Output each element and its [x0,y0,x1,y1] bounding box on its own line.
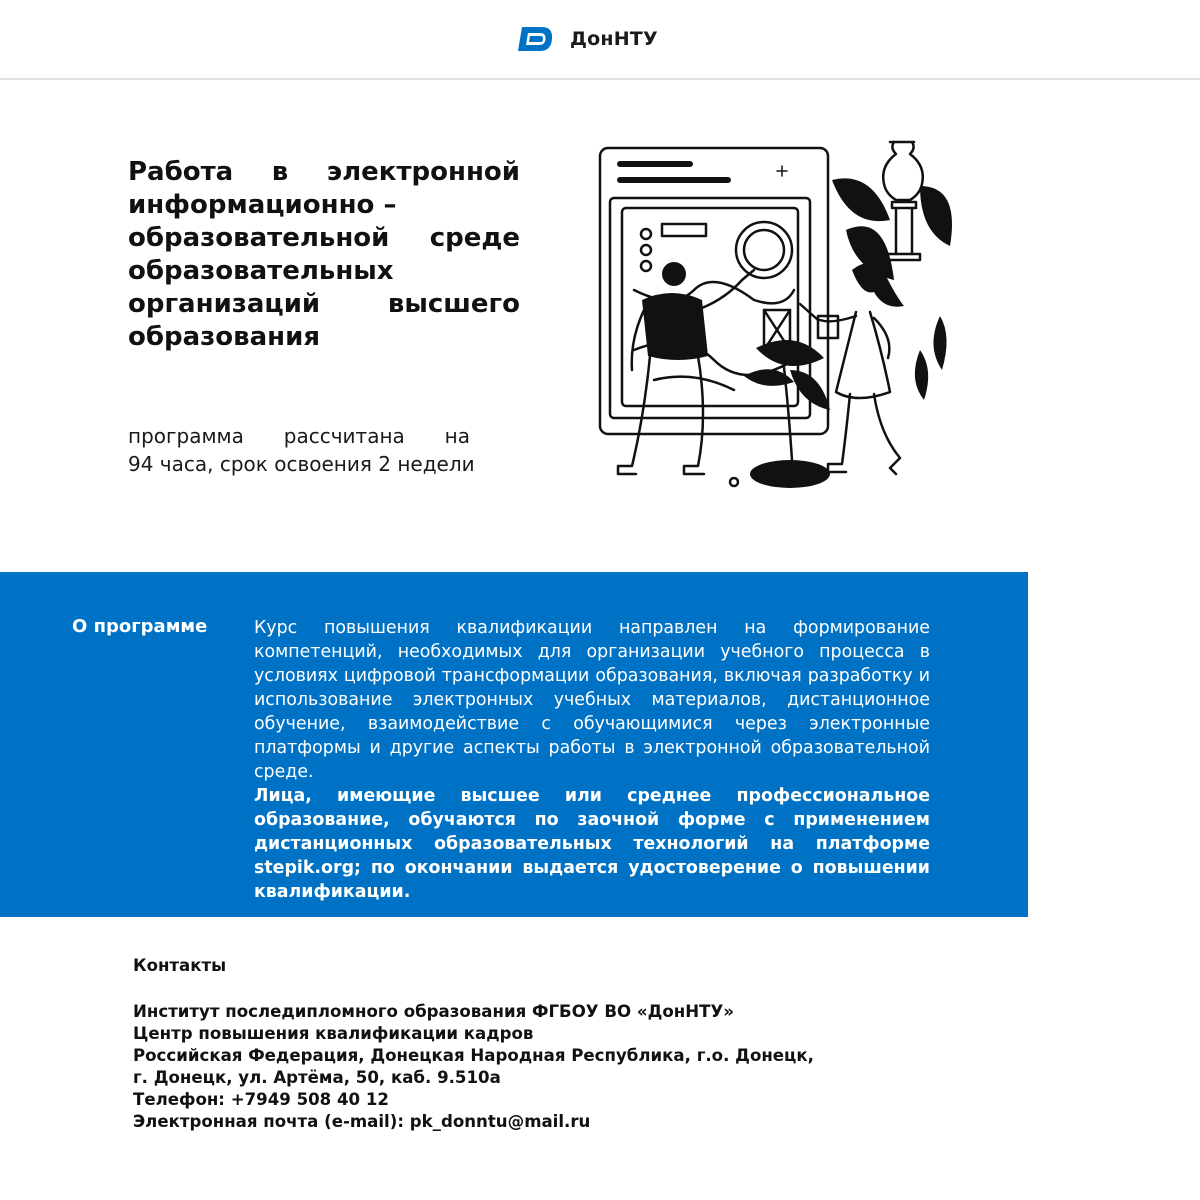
logo-text: ДонНТУ [570,28,658,50]
contacts-section [133,956,933,1133]
duration-line: 94 часа, срок освоения 2 недели [128,452,475,476]
duration-line: программа рассчитана на [128,424,470,448]
title-line: образовательных [128,256,394,286]
program-duration [128,422,528,478]
donntu-logo-icon [516,25,554,53]
contacts-email[interactable]: Электронная почта (e-mail): pk_donntu@mail.ru [133,1112,591,1131]
title-line: организаций высшего [128,289,520,319]
title-line: образовательной среде [128,223,520,253]
title-line: образования [128,322,321,352]
people-designing-web-page-illustration [594,140,956,496]
contacts-title: Контакты [133,956,227,975]
title-line: информационно – [128,190,397,220]
program-description: Курс повышения квалификации направлен на формирование компетенций, необходимых для организации учебного процесса в условиях цифровой трансформации образования, включая разработку и использование электронных учебных материалов, дистанционное обучение, взаимодействие с обучающимися через электронные платформы и другие аспекты работы в электронной образовательной среде. [254,618,930,782]
title-line: Работа в электронной [128,157,520,187]
header-bar [0,0,1200,80]
program-section [0,572,1028,917]
contacts-phone[interactable]: Телефон: +7949 508 40 12 [133,1090,389,1109]
program-section-label: О программе [72,616,208,637]
contacts-address-street: г. Донецк, ул. Артёма, 50, каб. 9.510а [133,1068,501,1087]
contacts-center: Центр повышения квалификации кадров [133,1024,534,1043]
program-description-block [254,616,930,904]
logo[interactable] [516,24,658,54]
contacts-institute: Институт последипломного образования ФГБОУ ВО «ДонНТУ» [133,1002,734,1021]
page-title [128,156,520,354]
program-audience: Лица, имеющие высшее или среднее профессиональное образование, обучаются по заочной форме с применением дистанционных образовательных технологий на платформе stepik.org; по окончании выдается удостоверение о повышении квалификации. [254,786,930,902]
contacts-address-region: Российская Федерация, Донецкая Народная Республика, г.о. Донецк, [133,1046,814,1065]
